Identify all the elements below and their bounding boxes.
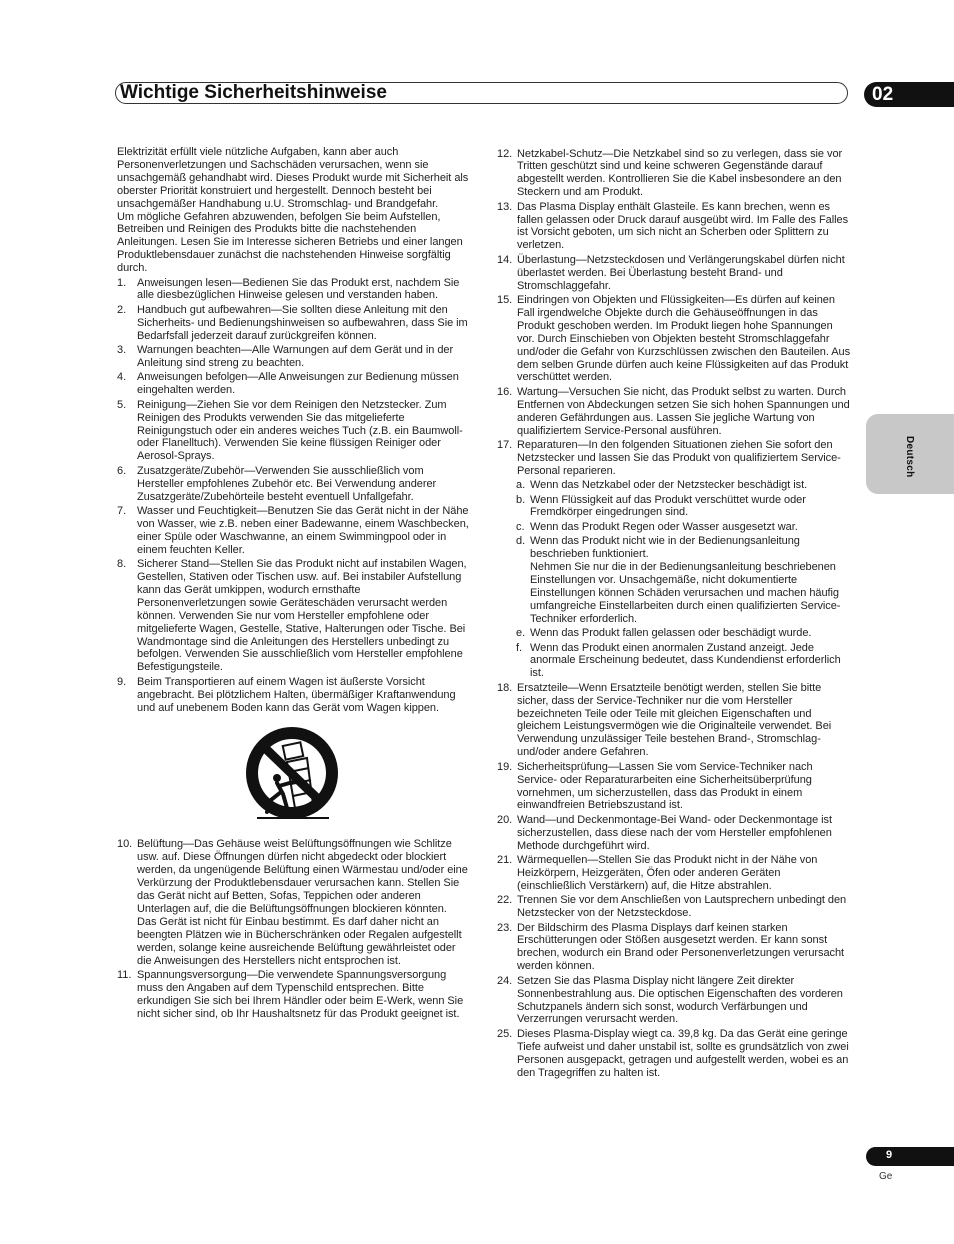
right-list-continued bbox=[497, 682, 851, 1080]
language-code: Ge bbox=[879, 1171, 893, 1182]
safety-instruction bbox=[117, 558, 469, 674]
safety-instruction-text: Wartung—Versuchen Sie nicht, das Produkt selbst zu warten. Durch Entfernen von Abdeckungen setzen Sie sich hohen Spannungen und anderen Gefährdungen aus. Lassen Sie jegliche Wartung von qualifiziertem Service-Personal ausführen. bbox=[517, 385, 850, 437]
safety-instruction-text: Spannungsversorgung—Die verwendete Spannungsversorgung muss den Angaben auf dem Typenschild entsprechen. Bitte erkundigen Sie sich bei Ihrem Händler oder beim E-Werk, wenn Sie nicht sicher sind, ob Ihr Haushaltsnetz für das Produkt geeignet ist. bbox=[137, 969, 464, 1020]
left-list bbox=[117, 277, 469, 715]
repair-conditions-list-continued bbox=[497, 627, 851, 680]
safety-instruction-number: 2. bbox=[117, 303, 127, 316]
repair-condition-text: Wenn Flüssigkeit auf das Produkt verschüttet wurde oder Fremdkörper eingedrungen sind. bbox=[530, 493, 806, 519]
safety-instruction-number: 22. bbox=[497, 894, 513, 907]
safety-instruction-number: 24. bbox=[497, 974, 513, 987]
repair-condition bbox=[497, 642, 851, 681]
safety-instruction-text: Das Plasma Display enthält Glasteile. Es kann brechen, wenn es fallen gelassen oder Druck darauf ausgeübt wird. Im Falle des Falles ist Vorsicht geboten, um sich nicht an Scherben oder Splittern zu verletzen. bbox=[517, 200, 849, 252]
repair-condition bbox=[497, 521, 851, 534]
left-column bbox=[117, 146, 469, 1021]
title-bar bbox=[115, 82, 848, 104]
safety-instruction-number: 13. bbox=[497, 200, 513, 213]
safety-instruction bbox=[497, 294, 851, 384]
safety-instruction bbox=[117, 399, 469, 464]
repair-condition bbox=[497, 494, 851, 520]
safety-instruction bbox=[497, 922, 851, 974]
safety-instruction-text: Setzen Sie das Plasma Display nicht längere Zeit direkter Sonnenbestrahlung aus. Die optischen Eigenschaften des vorderen Schutzpanels ändern sich sonst, wodurch Verfärbungen und Verzerrungen verursacht werden. bbox=[517, 974, 843, 1026]
safety-instruction bbox=[497, 254, 851, 293]
safety-instruction-text: Anweisungen befolgen—Alle Anweisungen zur Bedienung müssen eingehalten werden. bbox=[137, 371, 459, 397]
repair-condition-number: c. bbox=[516, 520, 525, 533]
safety-instruction-text: Beim Transportieren auf einem Wagen ist äußerste Vorsicht angebracht. Bei plötzlichem Halten, übermäßiger Kraftanwendung und auf unebenem Boden kann das Gerät vom Wagen kippen. bbox=[137, 675, 456, 714]
repair-condition-note: Nehmen Sie nur die in der Bedienungsanleitung beschriebenen Einstellungen vor. Unsachgemäße, nicht dokumentierte Einstellungen können Schäden verursachen und machen häufig umfangreiche Einstellarbeiten durch einen qualifizierten Service-Techniker erforderlich. bbox=[530, 561, 841, 625]
repair-condition-number: d. bbox=[516, 535, 526, 548]
repair-condition bbox=[497, 627, 851, 640]
right-list bbox=[497, 148, 851, 478]
safety-instruction-number: 9. bbox=[117, 675, 127, 688]
safety-instruction-number: 12. bbox=[497, 147, 513, 160]
safety-instruction-number: 8. bbox=[117, 558, 127, 571]
safety-instruction-text: Eindringen von Objekten und Flüssigkeiten—Es dürfen auf keinen Fall irgendwelche Objekte durch die Gehäuseöffnungen in das Produkt geschoben werden. Im Produkt liegen hohe Spannungen vor. Durch Einschieben von Objekten besteht Stromschlaggefahr und/oder die Gefahr von Kurzschlüssen zwischen den Bauteilen. Aus dem selben Grunde dürfen auch keine Flüssigkeiten auf das Produkt verschüttet werden. bbox=[517, 293, 851, 384]
safety-instruction bbox=[497, 1028, 851, 1080]
page-number-tab bbox=[866, 1147, 954, 1166]
safety-instruction-text: Belüftung—Das Gehäuse weist Belüftungsöffnungen wie Schlitze usw. auf. Diese Öffnungen dürfen nicht abgedeckt oder blockiert werden, da ungenügende Belüftung einen Wärmestau und/oder eine Verkürzung der Produktlebensdauer verursachen kann. Stellen Sie das Gerät nicht auf Betten, Sofas, Teppichen oder anderen Unterlagen auf, die die Belüftungsöffnungen blockieren könnten. Das Gerät ist nicht für Einbau bestimmt. Es darf daher nicht an beengten Plätzen wie in Bücherschränken oder Regalen aufgestellt werden, solange keine ausreichende Belüftung gewährleistet oder die Anweisungen des Herstellers nicht entsprochen ist. bbox=[137, 838, 468, 967]
language-side-tab bbox=[866, 414, 954, 494]
safety-instruction-number: 6. bbox=[117, 464, 127, 477]
safety-instruction-text: Warnungen beachten—Alle Warnungen auf dem Gerät und in der Anleitung sind streng zu beachten. bbox=[137, 344, 454, 369]
page-title: Wichtige Sicherheitshinweise bbox=[120, 82, 387, 103]
safety-instruction bbox=[497, 854, 851, 893]
safety-instruction bbox=[117, 838, 469, 967]
safety-instruction-number: 17. bbox=[497, 438, 513, 451]
chapter-number: 02 bbox=[872, 84, 894, 105]
safety-instruction-number: 3. bbox=[117, 344, 127, 357]
safety-instruction bbox=[497, 386, 851, 438]
safety-instruction bbox=[497, 975, 851, 1027]
safety-instruction-text: Sicherer Stand—Stellen Sie das Produkt nicht auf instabilen Wagen, Gestellen, Stativen oder Tischen usw. auf. Bei instabiler Aufstellung kann das Gerät umkippen, wodurch ernsthafte Personenverletzungen sowie Geräteschäden verursacht werden können. Verwenden Sie nur vom Hersteller empfohlene oder mitgelieferte Wagen, Gestelle, Stative, Halterungen oder Tische. Bei Wandmontage sind die Anleitungen des Herstellers unbedingt zu befolgen. Verwenden Sie ausschließlich vom Hersteller empfohlene Befestigungsteile. bbox=[137, 558, 467, 674]
safety-instruction-text: Wand—und Deckenmontage-Bei Wand- oder Deckenmontage ist sicherzustellen, dass diese nach der vom Hersteller empfohlenen Methode durchgeführt wird. bbox=[517, 813, 832, 852]
safety-instruction-text: Überlastung—Netzsteckdosen und Verlängerungskabel dürfen nicht überlastet werden. Bei Überlastung besteht Brand- und Stromschlaggefahr. bbox=[517, 253, 845, 292]
left-list-continued bbox=[117, 838, 469, 1020]
safety-instruction-number: 19. bbox=[497, 760, 513, 773]
repair-condition-text: Wenn das Produkt fallen gelassen oder beschädigt wurde. bbox=[530, 627, 812, 640]
safety-instruction-number: 5. bbox=[117, 398, 127, 411]
safety-instruction-text: Wärmequellen—Stellen Sie das Produkt nicht in der Nähe von Heizkörpern, Heizgeräten, Öfen oder anderen Geräten (einschließlich Verstärkern) auf, die Hitze abstrahlen. bbox=[517, 854, 818, 892]
safety-instruction-number: 23. bbox=[497, 921, 513, 934]
safety-instruction-number: 11. bbox=[117, 969, 132, 982]
safety-instruction bbox=[117, 277, 469, 303]
repair-condition-text: Wenn das Produkt nicht wie in der Bedienungsanleitung beschrieben funktioniert. bbox=[530, 535, 800, 561]
repair-condition bbox=[497, 479, 851, 492]
repair-condition-number: b. bbox=[516, 493, 526, 506]
safety-instruction-number: 7. bbox=[117, 504, 127, 517]
safety-instruction bbox=[117, 505, 469, 557]
safety-instruction-number: 10. bbox=[117, 838, 133, 851]
safety-instruction-number: 16. bbox=[497, 385, 513, 398]
safety-instruction-text: Anweisungen lesen—Bedienen Sie das Produkt erst, nachdem Sie alle diesbezüglichen Hinweise gelesen und verstanden haben. bbox=[137, 276, 460, 302]
safety-instruction-text: Trennen Sie vor dem Anschließen von Lautsprechern unbedingt den Netzstecker von der Netzsteckdose. bbox=[517, 894, 847, 920]
safety-instruction bbox=[497, 894, 851, 920]
repair-conditions-list bbox=[497, 479, 851, 561]
repair-condition-number: a. bbox=[516, 479, 526, 492]
safety-instruction-number: 1. bbox=[117, 276, 127, 289]
safety-instruction bbox=[497, 682, 851, 759]
safety-instruction-text: Wasser und Feuchtigkeit—Benutzen Sie das Gerät nicht in der Nähe von Wasser, wie z.B. neben einer Badewanne, einem Waschbecken, einer Spüle oder Waschwanne, an einem Swimmingpool oder in einem feuchten Keller. bbox=[137, 504, 469, 556]
safety-instruction-number: 21. bbox=[497, 854, 513, 867]
safety-instruction bbox=[497, 439, 851, 478]
safety-instruction-text: Reinigung—Ziehen Sie vor dem Reinigen den Netzstecker. Zum Reinigen des Produkts verwenden Sie das mitgelieferte Reinigungstuch oder ein anderes weiches Tuch (z.B. ein Baumwoll- oder Flanelltuch). Verwenden Sie keine flüssigen Reiniger oder Aerosol-Sprays. bbox=[137, 398, 463, 463]
page-number: 9 bbox=[886, 1149, 893, 1161]
safety-instruction bbox=[117, 465, 469, 504]
safety-instruction bbox=[117, 304, 469, 343]
safety-instruction-text: Ersatzteile—Wenn Ersatzteile benötigt werden, stellen Sie bitte sicher, dass der Service-Techniker nur die vom Hersteller bezeichneten Teile oder Teile mit gleichen Eigenschaften und gleichem Leistungsvermögen wie die Originalteile verwendet. Bei Verwendung unzulässiger Teile bestehen Brand-, Stromschlag- und/oder andere Gefahren. bbox=[517, 681, 832, 759]
right-column bbox=[497, 146, 851, 1079]
repair-condition-text: Wenn das Produkt einen anormalen Zustand anzeigt. Jede anormale Erscheinung bedeutet, dass Kundendienst erforderlich ist. bbox=[530, 641, 841, 680]
safety-instruction bbox=[117, 969, 469, 1021]
safety-instruction-number: 25. bbox=[497, 1027, 513, 1040]
safety-instruction-text: Netzkabel-Schutz—Die Netzkabel sind so zu verlegen, dass sie vor Tritten geschützt sind und keine schweren Gegenstände darauf abgestellt werden. Kontrollieren Sie die Kabel insbesondere an den Steckern und am Produkt. bbox=[517, 147, 843, 199]
intro-paragraph: Elektrizität erfüllt viele nützliche Aufgaben, kann aber auch Personenverletzungen und Sachschäden verursachen, wenn sie unsachgemäß gehandhabt wird. Dieses Produkt wurde mit Sicherheit als oberster Priorität konstruiert und hergestellt. Dennoch besteht bei unsachgemäßer Handhabung u.U. Stromschlag- und Brandgefahr. bbox=[117, 146, 469, 210]
language-label: Deutsch bbox=[904, 436, 915, 478]
safety-instruction-text: Dieses Plasma-Display wiegt ca. 39,8 kg. Da das Gerät eine geringe Tiefe aufweist und daher unstabil ist, sollte es grundsätzlich von zwei Personen ausgepackt, getragen und aufgestellt werden, wobei es an den Tragegriffen zu halten ist. bbox=[517, 1027, 849, 1079]
safety-instruction-number: 20. bbox=[497, 813, 513, 826]
repair-condition-number: e. bbox=[516, 627, 526, 640]
chapter-tab bbox=[864, 82, 954, 107]
intro-paragraph: Um mögliche Gefahren abzuwenden, befolgen Sie beim Aufstellen, Betreiben und Reinigen des Produkts bitte die nachstehenden Anleitungen. Lesen Sie im Interesse sicheren Betriebs und einer langen Produktlebensdauer zunächst die nachstehenden Hinweise sorgfältig durch. bbox=[117, 210, 463, 275]
repair-condition-text: Wenn das Netzkabel oder der Netzstecker beschädigt ist. bbox=[530, 479, 808, 492]
safety-instruction-text: Zusatzgeräte/Zubehör—Verwenden Sie ausschließlich vom Hersteller empfohlenes Zubehör etc. Bei Verwendung anderer Zusatzgeräte/Zubehörteile besteht eventuell Unfallgefahr. bbox=[137, 464, 437, 503]
cart-tip-warning-icon bbox=[237, 726, 347, 826]
safety-instruction bbox=[117, 676, 469, 715]
safety-instruction-text: Handbuch gut aufbewahren—Sie sollten diese Anleitung mit den Sicherheits- und Bedienungshinweisen so aufbewahren, dass Sie im Bedarfsfall jederzeit darauf zurückgreifen können. bbox=[137, 303, 468, 342]
safety-instruction-number: 14. bbox=[497, 253, 513, 266]
safety-instruction-text: Reparaturen—In den folgenden Situationen ziehen Sie sofort den Netzstecker und lassen Sie das Produkt von qualifiziertem Service-Personal reparieren. bbox=[517, 438, 841, 477]
safety-instruction bbox=[117, 344, 469, 370]
safety-instruction bbox=[497, 148, 851, 200]
safety-instruction-number: 18. bbox=[497, 681, 513, 694]
safety-instruction-number: 4. bbox=[117, 371, 127, 384]
safety-instruction bbox=[497, 761, 851, 813]
safety-instruction-number: 15. bbox=[497, 293, 513, 306]
safety-instruction bbox=[497, 814, 851, 853]
safety-instruction-text: Der Bildschirm des Plasma Displays darf keinen starken Erschütterungen oder Stößen ausgesetzt werden. Er kann sonst brechen, wodurch ein Brand oder Personenverletzungen verursacht werden können. bbox=[517, 921, 845, 973]
repair-condition bbox=[497, 535, 851, 561]
repair-condition-text: Wenn das Produkt Regen oder Wasser ausgesetzt war. bbox=[530, 520, 798, 533]
repair-condition-number: f. bbox=[516, 641, 523, 654]
safety-instruction-text: Sicherheitsprüfung—Lassen Sie vom Service-Techniker nach Service- oder Reparaturarbeiten eine Sicherheitsüberprüfung vornehmen, um sicherzustellen, dass das Produkt in einem einwandfreien Betriebszustand ist. bbox=[517, 760, 813, 812]
safety-instruction bbox=[497, 201, 851, 253]
safety-instruction bbox=[117, 371, 469, 397]
